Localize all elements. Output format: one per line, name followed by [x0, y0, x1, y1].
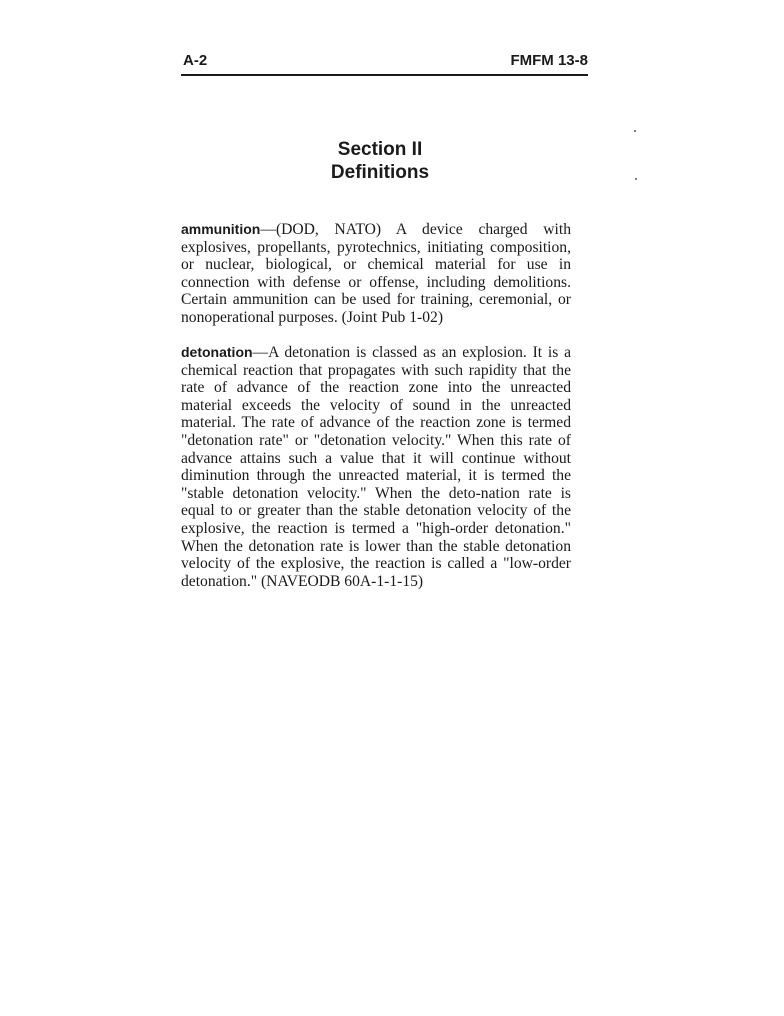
scan-speck: [635, 178, 637, 180]
section-heading: [300, 138, 460, 184]
definition-detonation: [181, 344, 571, 590]
section-title: Definitions: [330, 162, 430, 183]
definition-text: —A detonation is classed as an explosion. It is a chemical reaction that propagates with such rapidity that the rate of advance of the reaction zone into the unreacted material exceeds the velocity of sound in the unreacted material. The rate of advance of the reaction zone is termed "detonation rate" or "detonation velocity." When this rate of advance attains such a value that it will continue without diminution through the unreacted material, it is termed the "stable detonation velocity." When the deto-nation rate is equal to or greater than the stable detonation velocity of the explosive, the reaction is termed a "high-order detonation." When the detonation rate is lower than the stable detonation velocity of the explosive, the reaction is called a "low-order detonation." (NAVEODB 60A-1-1-15): [181, 344, 571, 590]
scan-speck: [634, 130, 636, 132]
definition-term: detonation: [181, 344, 253, 360]
definition-term: ammunition: [181, 221, 261, 237]
section-number: Section II: [337, 139, 423, 160]
page-header: [181, 50, 588, 76]
document-id: FMFM 13-8: [510, 52, 588, 69]
definition-text: —(DOD, NATO) A device charged with explosives, propellants, pyrotechnics, initiating composition, or nuclear, biological, or chemical material for use in connection with defense or offense, including demolitions. Certain ammunition can be used for training, ceremonial, or nonoperational purposes. (Joint Pub 1-02): [181, 221, 571, 326]
page-number: A-2: [183, 52, 208, 69]
definition-ammunition: [181, 221, 571, 327]
